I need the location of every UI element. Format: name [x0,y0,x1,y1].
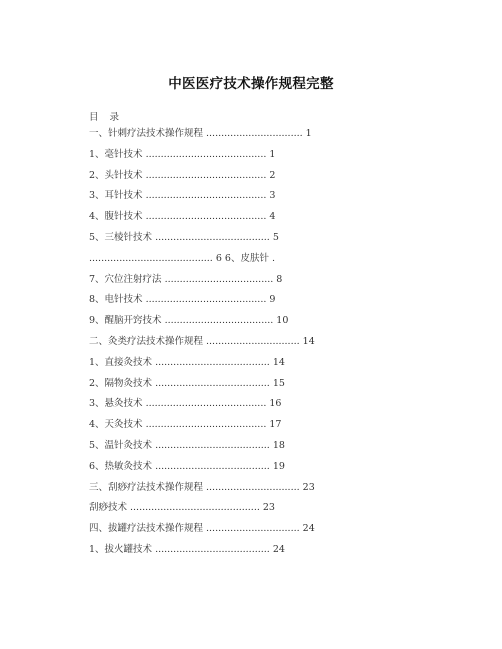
toc-line: 5、三棱针技术 ...................................... 5 [89,231,279,243]
toc-line: 8、电针技术 ........................................ 9 [89,294,276,306]
toc-line: 1、毫针技术 ........................................ 1 [89,148,276,160]
toc-line: 4、腹针技术 ........................................ 4 [89,211,276,223]
toc-line: 7、穴位注射疗法 .................................... 8 [89,273,283,285]
toc-line: 二、灸类疗法技术操作规程 ............................... 14 [89,335,315,347]
toc-line: 2、头针技术 ........................................ 2 [89,169,276,181]
toc-line: 四、拔罐疗法技术操作规程 ............................... 24 [89,523,315,535]
toc-line: 三、刮痧疗法技术操作规程 ............................... 23 [89,481,315,493]
toc-line: 3、悬灸技术 ........................................ 16 [89,398,282,410]
toc-line: 6、热敏灸技术 ...................................... 19 [89,460,285,472]
toc-line: 1、拔火罐技术 ...................................... 24 [89,543,285,555]
toc-line: 一、针刺疗法技术操作规程 ................................ 1 [89,128,312,139]
toc-line: 3、耳针技术 ........................................ 3 [89,190,276,202]
toc-line: 1、直接灸技术 ...................................... 14 [89,356,285,368]
toc-line: ......................................... 6 6、皮肤针 . [89,252,275,264]
toc-line: 9、醒脑开窍技术 .................................... 10 [89,315,289,327]
table-of-contents [89,128,315,565]
toc-line: 2、隔物灸技术 ...................................... 15 [89,377,285,389]
toc-line: 4、天灸技术 ........................................ 17 [89,419,282,431]
toc-line: 刮痧技术 ........................................... 23 [89,502,275,514]
document-title: 中医医疗技术操作规程完整 [168,76,334,92]
toc-line: 5、温针灸技术 ...................................... 18 [89,439,285,451]
toc-heading: 目 录 [89,112,124,123]
